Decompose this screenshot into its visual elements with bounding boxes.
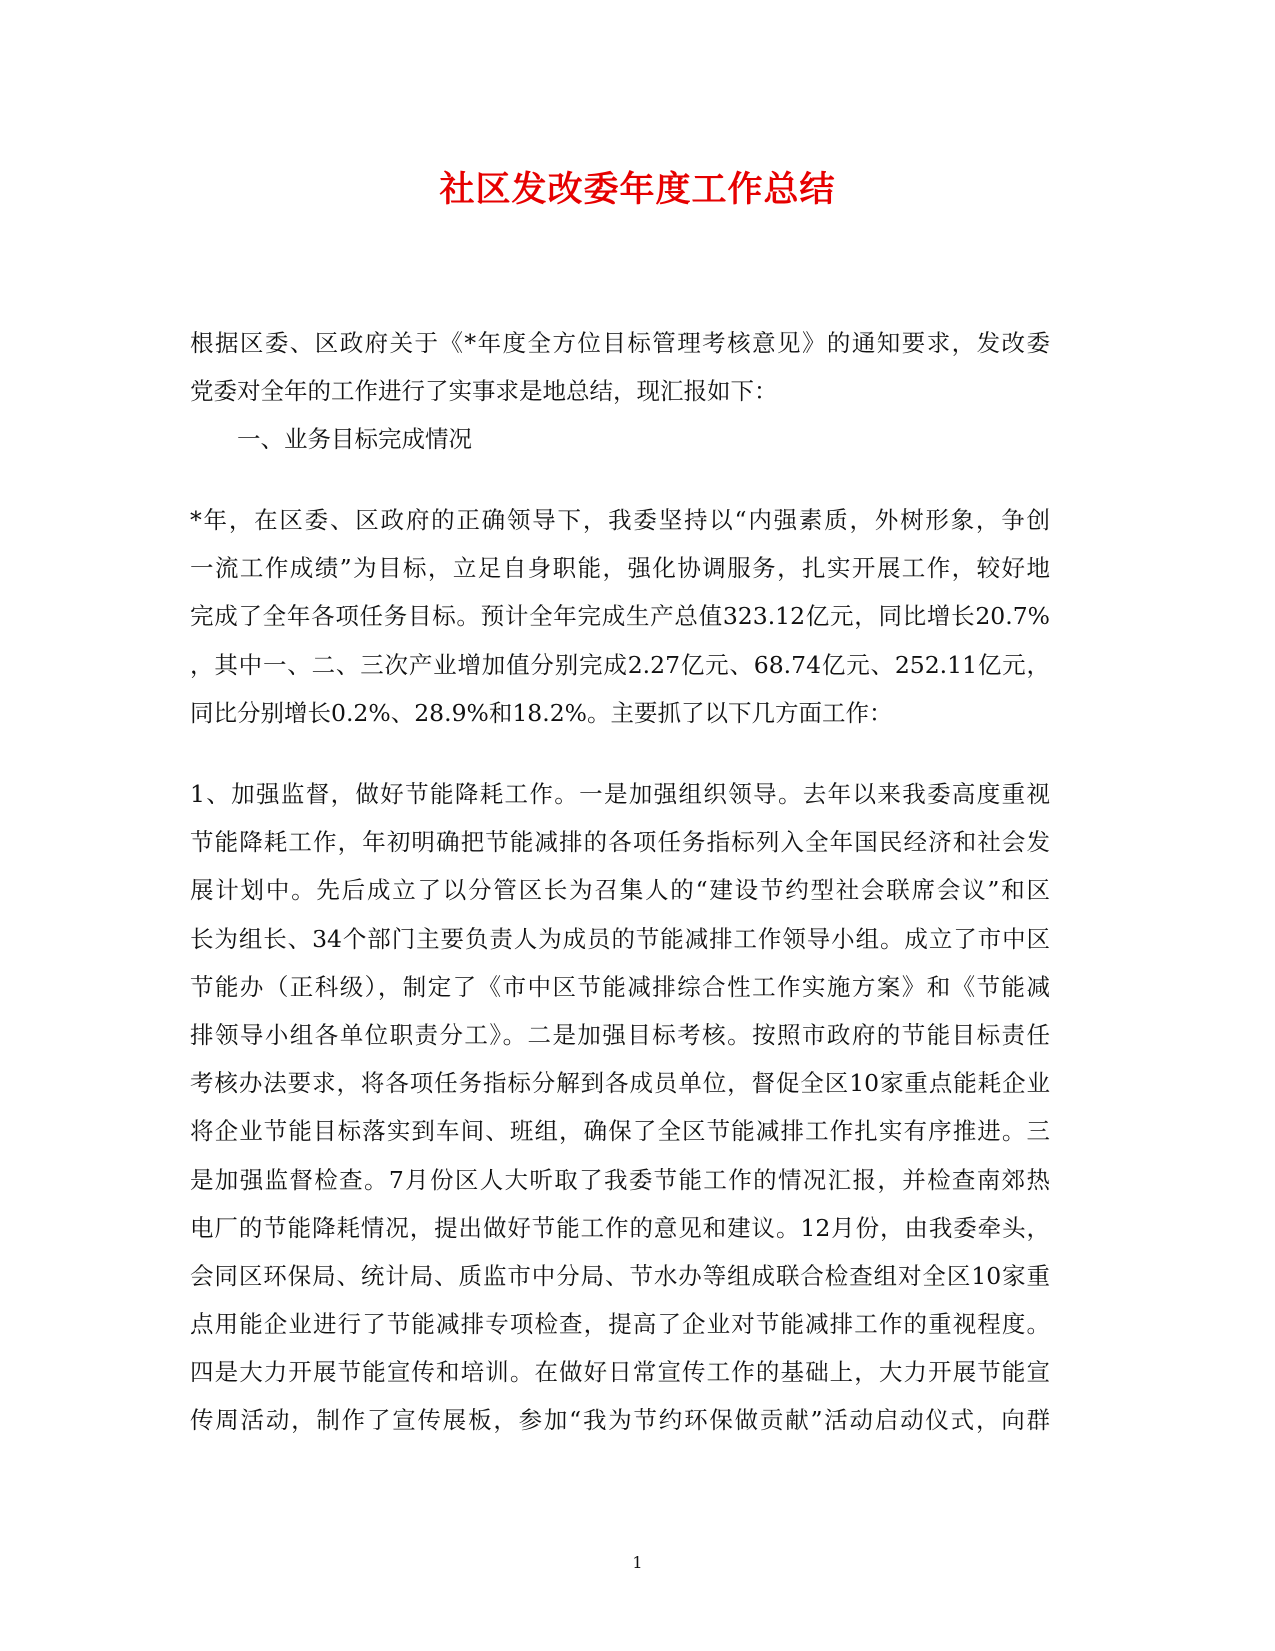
- paragraph-line: 节能降耗工作，年初明确把节能减排的各项任务指标列入全年国民经济和社会发: [190, 828, 1050, 857]
- paragraph-line: 展计划中。先后成立了以分管区长为召集人的“建设节约型社会联席会议”和区: [190, 876, 1050, 905]
- paragraph-line: 电厂的节能降耗情况，提出做好节能工作的意见和建议。12月份，由我委牵头，: [190, 1213, 1050, 1242]
- intro-paragraph: [190, 319, 1050, 464]
- paragraph-line: 考核办法要求，将各项任务指标分解到各成员单位，督促全区10家重点能耗企业: [190, 1069, 1050, 1098]
- paragraph-line: 是加强监督检查。7月份区人大听取了我委节能工作的情况汇报，并检查南郊热: [190, 1165, 1050, 1194]
- paragraph-line: *年，在区委、区政府的正确领导下，我委坚持以“内强素质，外树形象，争创: [190, 506, 1050, 534]
- paragraph-line: 节能办（正科级），制定了《市中区节能减排综合性工作实施方案》和《节能减: [190, 972, 1050, 1001]
- paragraph-line: 点用能企业进行了节能减排专项检查，提高了企业对节能减排工作的重视程度。: [190, 1310, 1050, 1339]
- paragraph-line: 将企业节能目标落实到车间、班组，确保了全区节能减排工作扎实有序推进。三: [190, 1117, 1050, 1146]
- section-heading: 一、业务目标完成情况: [237, 425, 472, 454]
- paragraph-line: 传周活动，制作了宣传展板，参加“我为节约环保做贡献”活动启动仪式，向群: [190, 1406, 1050, 1435]
- paragraph-1: [190, 496, 1050, 737]
- paragraph-line: 四是大力开展节能宣传和培训。在做好日常宣传工作的基础上，大力开展节能宣: [190, 1358, 1050, 1387]
- paragraph-2: [190, 770, 1050, 1445]
- paragraph-line: 同比分别增长0.2%、28.9%和18.2%。主要抓了以下几方面工作：: [190, 698, 893, 727]
- intro-line: 党委对全年的工作进行了实事求是地总结，现汇报如下：: [190, 377, 778, 406]
- paragraph-line: ，其中一、二、三次产业增加值分别完成2.27亿元、68.74亿元、252.11亿元，: [190, 650, 1050, 679]
- page-number: 1: [632, 1553, 643, 1572]
- paragraph-line: 1、加强监督，做好节能降耗工作。一是加强组织领导。去年以来我委高度重视: [190, 780, 1050, 808]
- paragraph-line: 完成了全年各项任务目标。预计全年完成生产总值323.12亿元，同比增长20.7%: [190, 602, 1050, 631]
- paragraph-line: 长为组长、34个部门主要负责人为成员的节能减排工作领导小组。成立了市中区: [190, 924, 1050, 953]
- paragraph-line: 会同区环保局、统计局、质监市中分局、节水办等组成联合检查组对全区10家重: [190, 1261, 1050, 1290]
- intro-line: 根据区委、区政府关于《*年度全方位目标管理考核意见》的通知要求，发改委: [190, 329, 1050, 357]
- paragraph-line: 排领导小组各单位职责分工》。二是加强目标考核。按照市政府的节能目标责任: [190, 1020, 1050, 1049]
- document-title: 社区发改委年度工作总结: [439, 169, 836, 210]
- paragraph-line: 一流工作成绩”为目标，立足自身职能，强化协调服务，扎实开展工作，较好地: [190, 554, 1050, 583]
